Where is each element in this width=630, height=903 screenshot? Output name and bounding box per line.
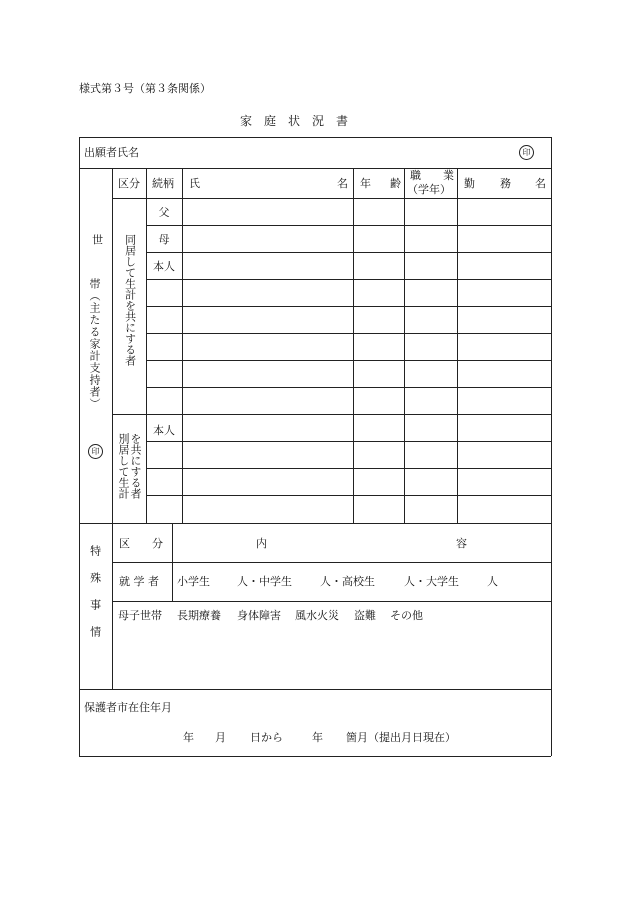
separate-group-label-1: 別居して生計 [117, 433, 130, 499]
applicant-seal-icon: 印 [519, 145, 534, 160]
header-job-bottom: （学年） [407, 183, 451, 196]
row-line [146, 360, 551, 361]
situation-item: その他 [390, 609, 423, 622]
frame-bottom [79, 756, 551, 757]
row-line [146, 468, 551, 469]
school-item: 小学生 [177, 575, 210, 588]
household-side-label-2: 帯（主たる家計支持者） [88, 278, 101, 410]
special-side-divider [112, 523, 113, 689]
job-work-divider [457, 168, 458, 523]
category-divider [146, 168, 147, 523]
cohabit-separate-divider [112, 414, 551, 415]
special-header-content-2: 容 [456, 537, 467, 550]
row-line [146, 495, 551, 496]
age-job-divider [404, 168, 405, 523]
header-age-left: 年 [360, 177, 371, 190]
school-item: 人・中学生 [237, 575, 292, 588]
school-label: 就 学 者 [119, 575, 159, 588]
situation-item: 身体障害 [237, 609, 281, 622]
residence-from: 日から [250, 731, 283, 744]
situation-item: 風水火災 [295, 609, 339, 622]
row-line [146, 279, 551, 280]
header-name-left: 氏 [189, 177, 200, 190]
residence-month: 月 [215, 731, 226, 744]
frame-right [551, 137, 552, 756]
row-line [146, 333, 551, 334]
header-work-2: 務 [500, 177, 511, 190]
residence-label: 保護者市在住年月 [84, 701, 172, 714]
cohabit-group-label: 同居して生計を共にする者 [123, 234, 137, 366]
frame-left [79, 137, 80, 756]
header-job-top: 職 業 [410, 169, 454, 182]
relation-cohabit-2: 本人 [153, 260, 175, 273]
relation-separate-0: 本人 [153, 424, 175, 437]
special-header-content-1: 内 [256, 537, 267, 550]
name-age-divider [353, 168, 354, 523]
residence-year: 年 [183, 731, 194, 744]
header-relation: 続柄 [152, 177, 174, 190]
household-header-bottom [112, 198, 551, 199]
situation-item: 盗難 [354, 609, 376, 622]
special-header-category: 区 分 [119, 537, 163, 550]
school-item: 人・高校生 [320, 575, 375, 588]
separate-group-label-2: を共にする者 [129, 433, 142, 499]
special-section-bottom [79, 689, 551, 690]
situation-item: 長期療養 [177, 609, 221, 622]
header-name-right: 名 [337, 177, 348, 190]
header-category: 区分 [118, 177, 140, 190]
residence-months-note: 箇月（提出月日現在） [346, 731, 456, 744]
special-side-label: 特殊事情 [88, 545, 102, 653]
row-line [146, 306, 551, 307]
household-side-divider [112, 168, 113, 523]
school-item: 人 [487, 575, 498, 588]
relation-divider [182, 168, 183, 523]
applicant-row-bottom [79, 168, 551, 169]
situation-item: 母子世帯 [118, 609, 162, 622]
header-work-1: 勤 [464, 177, 475, 190]
applicant-name-label: 出願者氏名 [84, 146, 139, 159]
relation-cohabit-0: 父 [158, 206, 170, 219]
row-line [146, 252, 551, 253]
header-age-right: 齢 [390, 177, 401, 190]
residence-years: 年 [312, 731, 323, 744]
frame-top [79, 137, 551, 138]
header-work-3: 名 [535, 177, 546, 190]
household-seal-icon: 印 [88, 444, 103, 459]
school-item: 人・大学生 [404, 575, 459, 588]
household-side-label-1: 世 [90, 234, 104, 245]
document-title: 家 庭 状 況 書 [240, 114, 349, 128]
form-number: 様式第３号（第３条関係） [79, 82, 211, 95]
special-header-bottom [112, 562, 551, 563]
row-line [146, 225, 551, 226]
row-line [146, 441, 551, 442]
school-row-bottom [112, 601, 551, 602]
row-line [146, 387, 551, 388]
household-section-bottom [79, 523, 551, 524]
relation-cohabit-1: 母 [158, 233, 170, 246]
